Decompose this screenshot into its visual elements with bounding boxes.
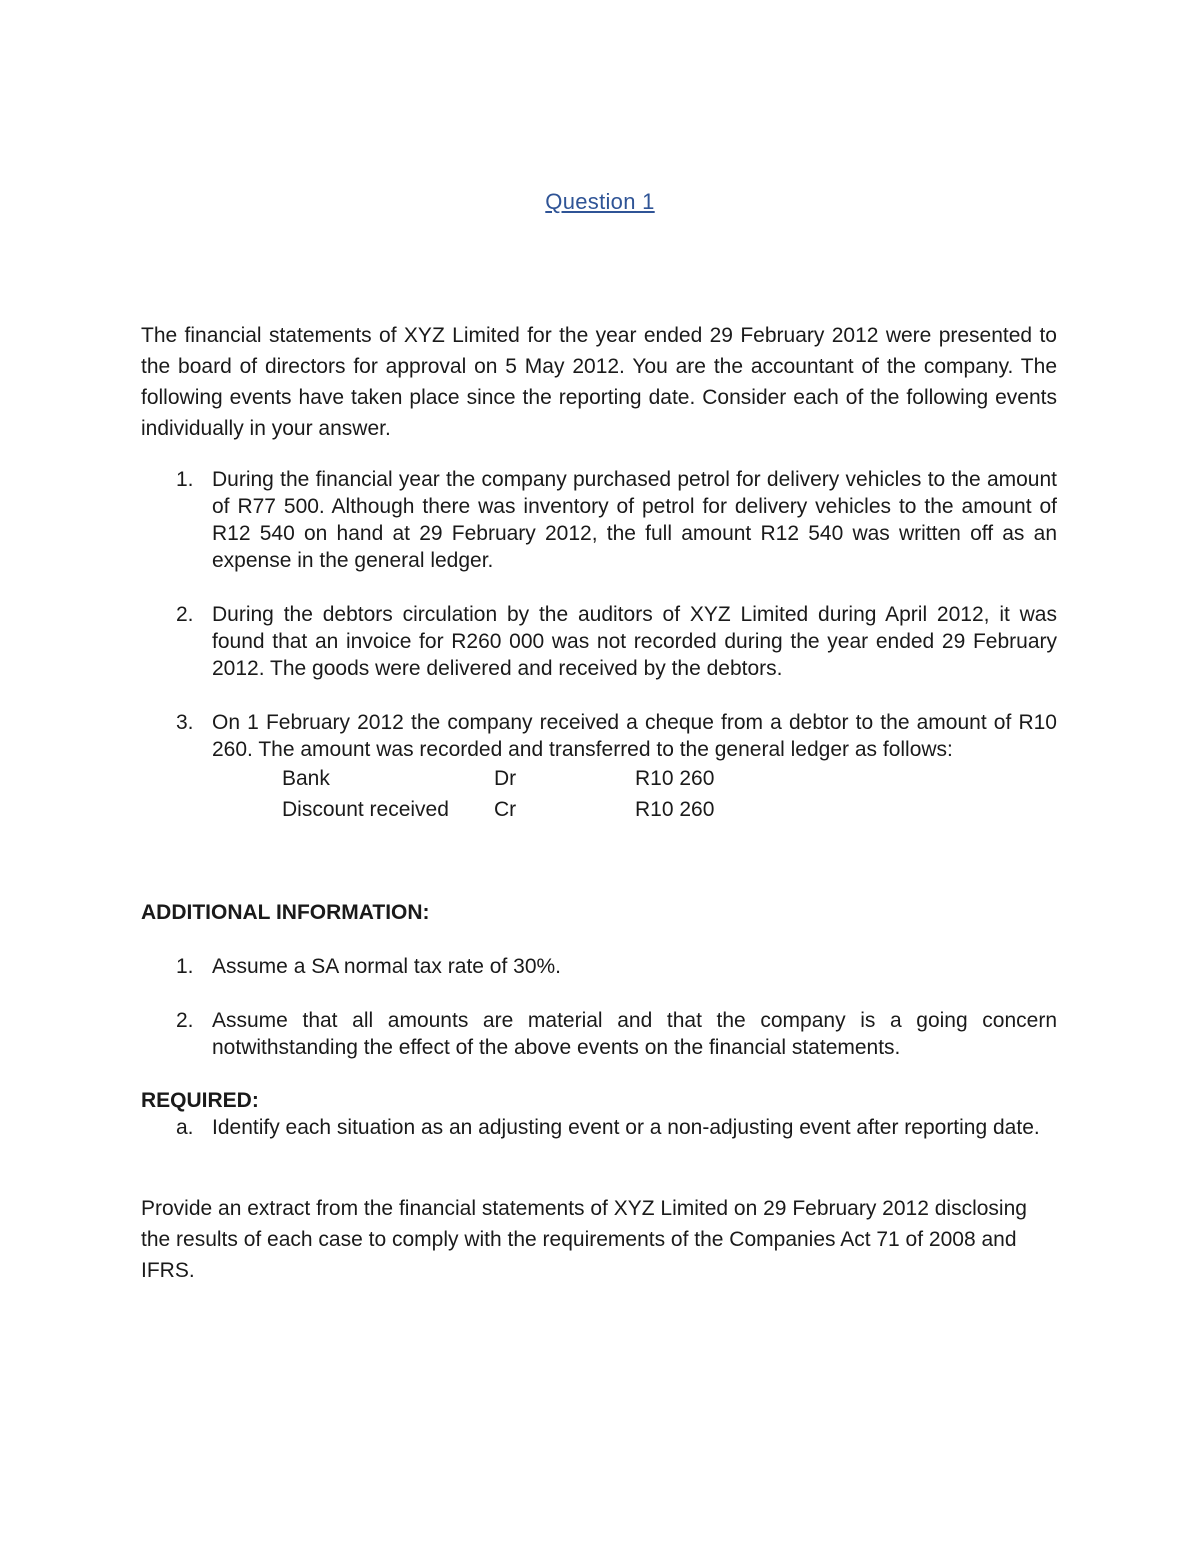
event-number: 2. xyxy=(176,603,194,626)
additional-number: 1. xyxy=(176,955,194,978)
event-number: 3. xyxy=(176,711,194,734)
required-heading: REQUIRED: xyxy=(141,1089,259,1112)
required-list xyxy=(141,1114,1057,1141)
closing-paragraph: Provide an extract from the financial statements of XYZ Limited on 29 February 2012 disclosing the results of each case to comply with the requirements of the Companies Act 71 of 2008 and IFRS. xyxy=(141,1197,1027,1282)
intro-paragraph: The financial statements of XYZ Limited for the year ended 29 February 2012 were presented to the board of directors for approval on 5 May 2012. You are the accountant of the company. The following events have taken place since the reporting date. Consider each of the following events individually in your answer. xyxy=(141,324,1057,440)
additional-number: 2. xyxy=(176,1009,194,1032)
event-item xyxy=(141,601,1057,682)
ledger-side: Cr xyxy=(494,798,517,821)
title-text: Question 1 xyxy=(545,189,655,214)
ledger-row xyxy=(282,763,1057,794)
page-title xyxy=(0,188,1200,215)
additional-text: Assume a SA normal tax rate of 30%. xyxy=(212,955,562,978)
additional-text: Assume that all amounts are material and that the company is a going concern notwithstanding the effect of the above events on the financial statements. xyxy=(212,1009,1057,1059)
additional-info-list xyxy=(141,953,1057,1061)
event-item xyxy=(141,709,1057,825)
required-text: Identify each situation as an adjusting event or a non-adjusting event after reporting date. xyxy=(212,1116,1040,1139)
event-text: During the financial year the company purchased petrol for delivery vehicles to the amount of R77 500. Although there was inventory of petrol for delivery vehicles to the amount of R12 540 on hand at 29 February 2012, the full amount R12 540 was written off as an expense in the general ledger. xyxy=(212,468,1057,572)
additional-item xyxy=(141,953,1057,980)
event-text: On 1 February 2012 the company received a cheque from a debtor to the amount of R10 260. The amount was recorded and transferred to the general ledger as follows: xyxy=(212,711,1057,761)
additional-item xyxy=(141,1007,1057,1061)
ledger-amount: R10 260 xyxy=(635,798,715,821)
ledger-row xyxy=(282,794,1057,825)
ledger-account: Bank xyxy=(282,767,330,790)
event-text: During the debtors circulation by the auditors of XYZ Limited during April 2012, it was found that an invoice for R260 000 was not recorded during the year ended 29 February 2012. The goods were delivered and received by the debtors. xyxy=(212,603,1057,680)
event-item xyxy=(141,466,1057,574)
required-item xyxy=(141,1114,1057,1141)
ledger-amount: R10 260 xyxy=(635,767,715,790)
ledger-account: Discount received xyxy=(282,798,449,821)
additional-info-heading: ADDITIONAL INFORMATION: xyxy=(141,901,430,924)
events-list xyxy=(141,466,1057,825)
required-letter: a. xyxy=(176,1116,194,1139)
ledger-side: Dr xyxy=(494,767,517,790)
ledger-entry xyxy=(282,763,1057,825)
event-number: 1. xyxy=(176,468,194,491)
